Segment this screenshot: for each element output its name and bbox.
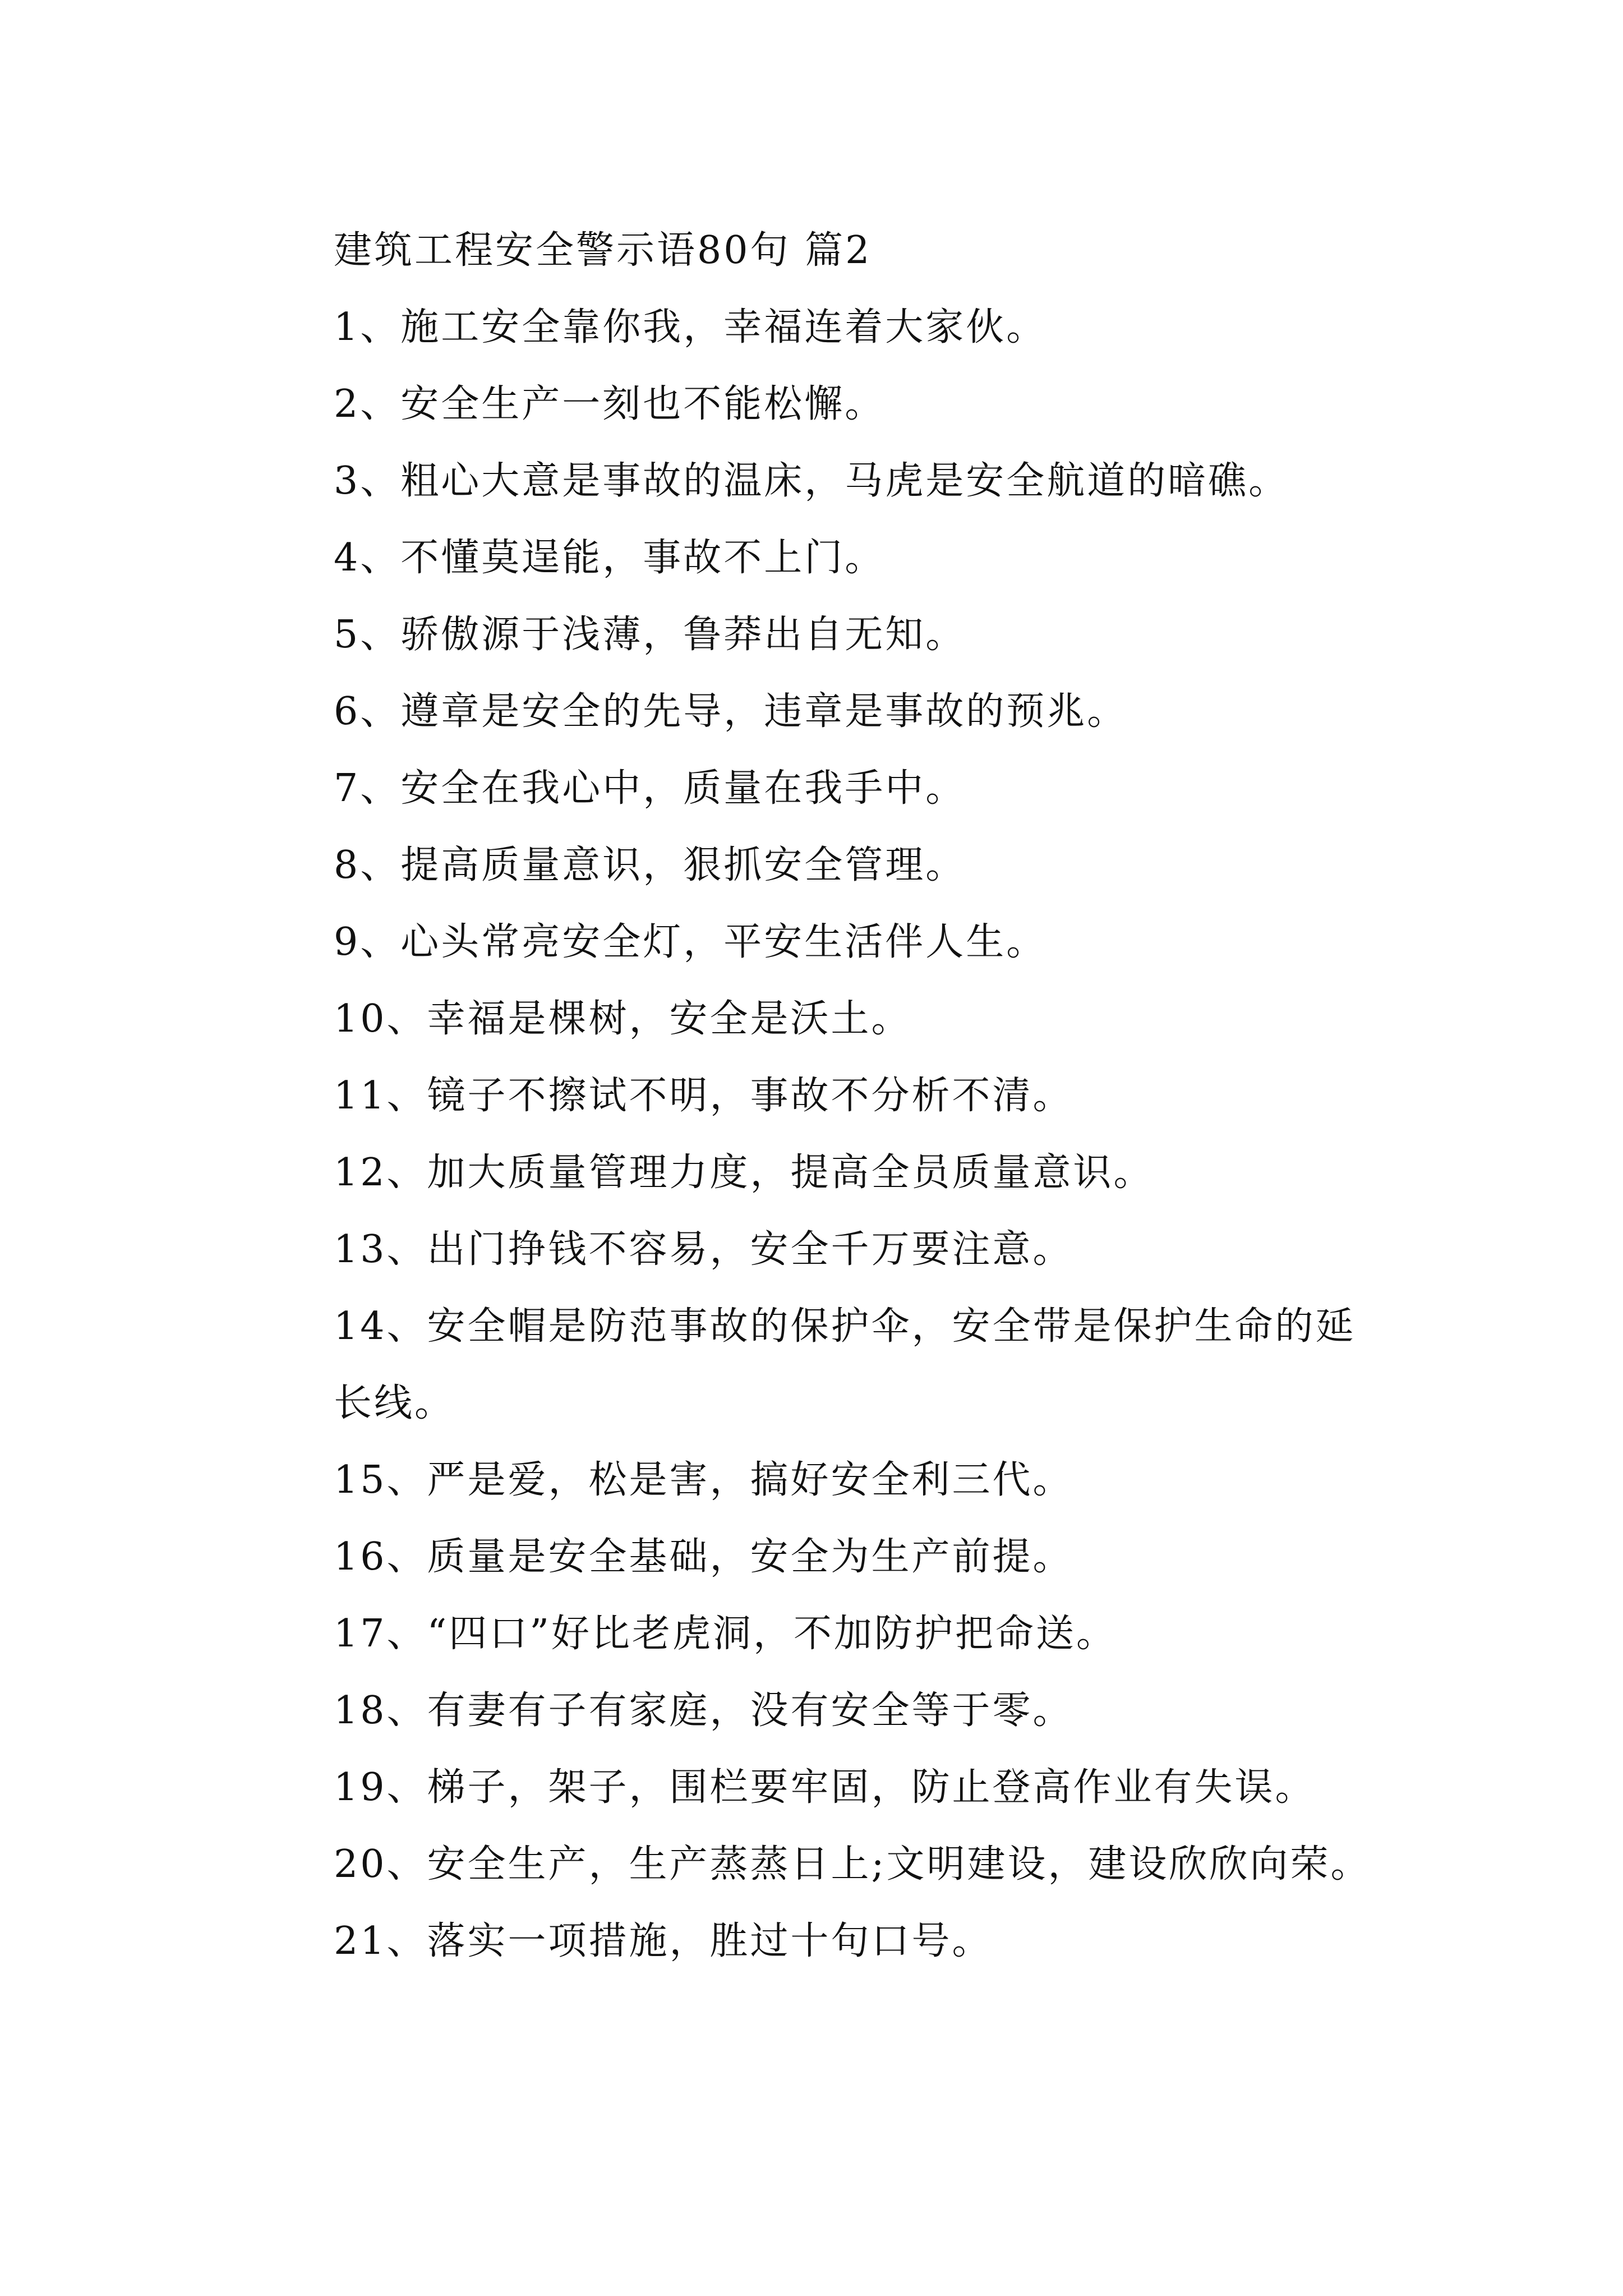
list-item: 5、骄傲源于浅薄，鲁莽出自无知。 (334, 613, 966, 657)
list-item: 14、安全帽是防范事故的保护伞，安全带是保护生命的延长线。 (334, 1304, 1356, 1425)
list-item: 7、安全在我心中，质量在我手中。 (334, 766, 966, 811)
list-item: 16、质量是安全基础，安全为生产前提。 (334, 1535, 1073, 1579)
list-item: 2、安全生产一刻也不能松懈。 (334, 382, 886, 426)
list-item: 10、幸福是棵树，安全是沃土。 (334, 997, 912, 1041)
document-title: 建筑工程安全警示语80句 篇2 (334, 228, 872, 273)
list-item: 6、遵章是安全的先导，违章是事故的预兆。 (334, 689, 1128, 734)
list-item: 8、提高质量意识，狠抓安全管理。 (334, 843, 966, 887)
list-item: 12、加大质量管理力度，提高全员质量意识。 (334, 1151, 1154, 1195)
list-item: 13、出门挣钱不容易，安全千万要注意。 (334, 1227, 1073, 1272)
document-content (248, 212, 1392, 1980)
list-item: 17、“四口”好比老虎洞，不加防护把命送。 (334, 1612, 1117, 1656)
list-item: 11、镜子不擦试不明，事故不分析不清。 (334, 1074, 1073, 1118)
list-item: 3、粗心大意是事故的温床，马虎是安全航道的暗礁。 (334, 459, 1289, 503)
list-item: 1、施工安全靠你我，幸福连着大家伙。 (334, 305, 1047, 349)
list-item: 18、有妻有子有家庭，没有安全等于零。 (334, 1688, 1073, 1733)
list-item: 21、落实一项措施，胜过十句口号。 (334, 1919, 993, 1963)
list-item: 20、安全生产，生产蒸蒸日上;文明建设，建设欣欣向荣。 (334, 1842, 1371, 1887)
list-item: 9、心头常亮安全灯，平安生活伴人生。 (334, 920, 1047, 964)
list-item: 15、严是爱，松是害，搞好安全利三代。 (334, 1458, 1073, 1502)
list-item: 4、不懂莫逞能，事故不上门。 (334, 536, 886, 580)
list-item: 19、梯子，架子，围栏要牢固，防止登高作业有失误。 (334, 1765, 1316, 1810)
